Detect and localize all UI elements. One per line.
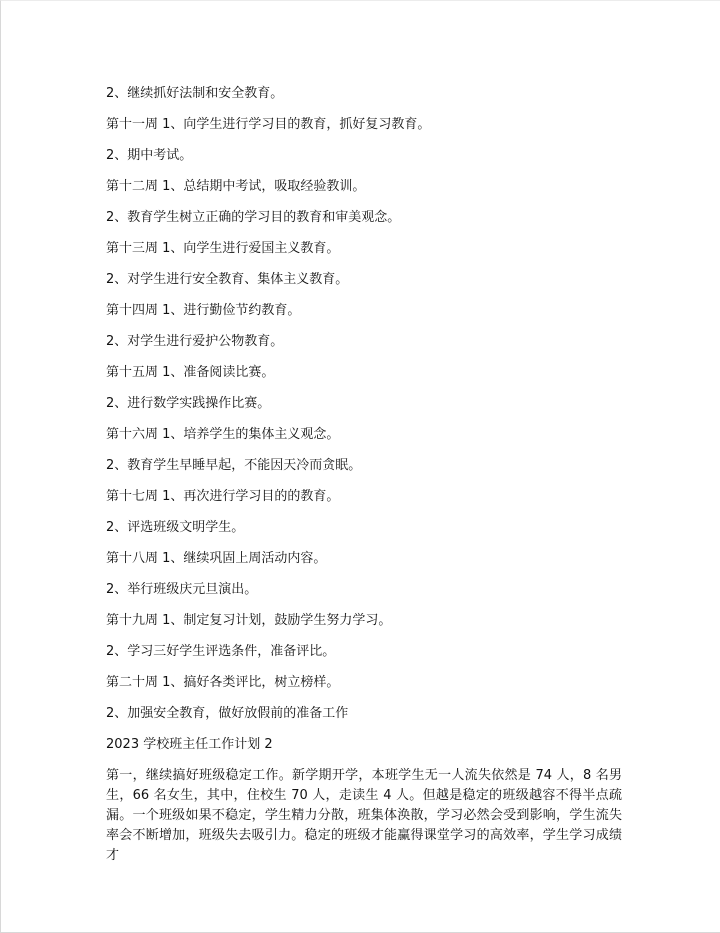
week-16-item-1: 第十六周 1、培养学生的集体主义观念。: [106, 427, 340, 442]
text-line: 2、继续抓好法制和安全教育。: [106, 86, 284, 101]
text-line: 2、期中考试。: [106, 148, 193, 163]
text-line: 2、对学生进行安全教育、集体主义教育。: [106, 272, 349, 287]
text-line: 2、教育学生早睡早起，不能因天冷而贪眠。: [106, 458, 362, 473]
text-line: 2、学习三好学生评选条件，准备评比。: [106, 644, 336, 659]
text-line: 2、对学生进行爱护公物教育。: [106, 334, 284, 349]
week-18-item-1: 第十八周 1、继续巩固上周活动内容。: [106, 551, 327, 566]
body-paragraph: 第一，继续搞好班级稳定工作。新学期开学，本班学生无一人流失依然是 74 人，8 名男生，66 名女生，其中，住校生 70 人，走读生 4 人。但越是稳定的班级越容不得半点疏漏。一个班级如果不稳定，学生精力分散，班集体涣散，学习必然会受到影响，学生流失率会不断增加，班级失去吸引力。稳定的班级才能赢得课堂学习的高效率，学生学习成绩才: [106, 768, 622, 863]
week-14-item-1: 第十四周 1、进行勤俭节约教育。: [106, 303, 301, 318]
week-17-item-1: 第十七周 1、再次进行学习目的的教育。: [106, 489, 340, 504]
week-20-item-1: 第二十周 1、搞好各类评比，树立榜样。: [106, 675, 340, 690]
text-line: 2、举行班级庆元旦演出。: [106, 582, 258, 597]
text-line: 2、评选班级文明学生。: [106, 520, 245, 535]
week-13-item-1: 第十三周 1、向学生进行爱国主义教育。: [106, 241, 340, 256]
section-heading: 2023 学校班主任工作计划 2: [106, 737, 273, 752]
week-11-item-1: 第十一周 1、向学生进行学习目的教育，抓好复习教育。: [106, 117, 431, 132]
text-line: 2、进行数学实践操作比赛。: [106, 396, 271, 411]
text-line: 2、教育学生树立正确的学习目的教育和审美观念。: [106, 210, 401, 225]
week-15-item-1: 第十五周 1、准备阅读比赛。: [106, 365, 275, 380]
week-12-item-1: 第十二周 1、总结期中考试，吸取经验教训。: [106, 179, 366, 194]
document-body: [106, 84, 622, 866]
text-line: 2、加强安全教育，做好放假前的准备工作: [106, 706, 349, 721]
week-19-item-1: 第十九周 1、制定复习计划，鼓励学生努力学习。: [106, 613, 392, 628]
